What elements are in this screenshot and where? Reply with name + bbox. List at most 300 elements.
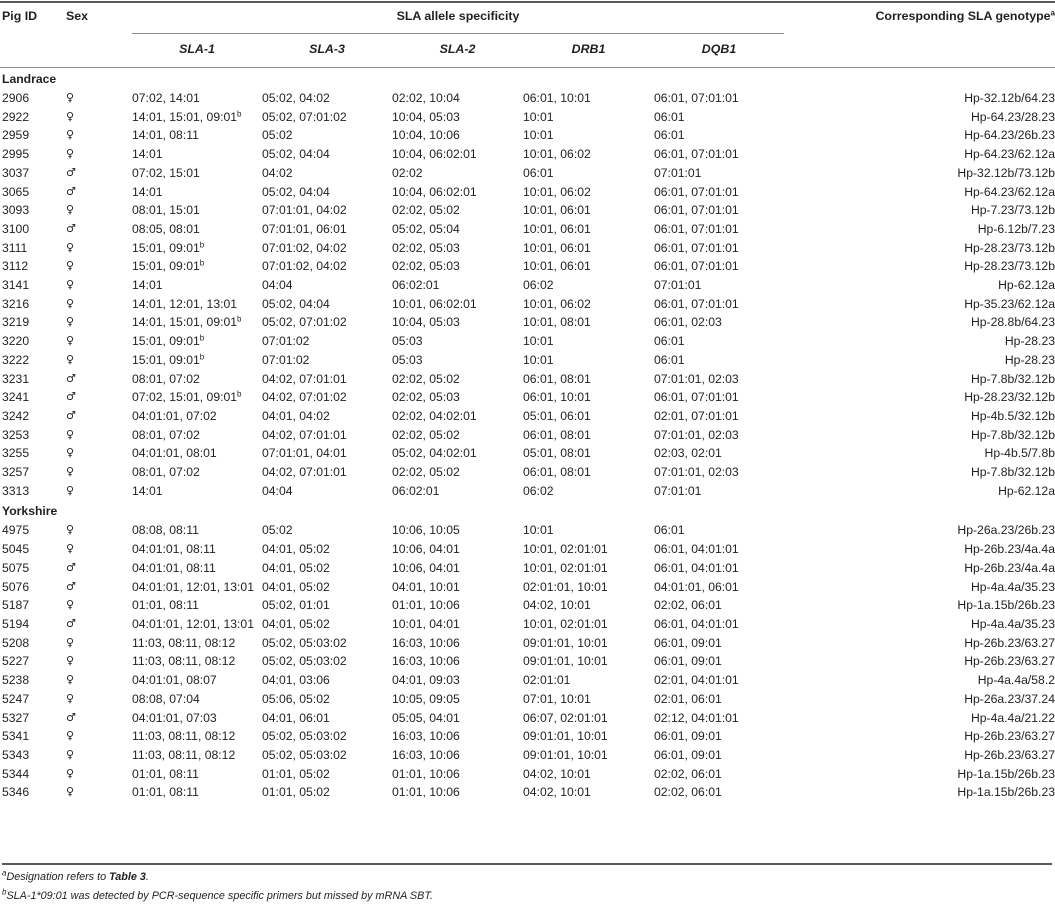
sla-2-cell: 10:01, 06:02:01 [392, 296, 477, 311]
table-row [0, 765, 1055, 784]
drb1-cell: 06:01, 08:01 [523, 371, 591, 386]
pig-id-cell: 5194 [2, 616, 30, 631]
table-row [0, 220, 1055, 239]
sla-3-cell: 05:02, 01:01 [262, 598, 330, 613]
pig-id-cell: 5187 [2, 598, 30, 613]
sla-1-cell: 01:01, 08:11 [132, 766, 199, 781]
sla-2-cell: 16:03, 10:06 [392, 729, 460, 744]
table-row [0, 388, 1055, 407]
sla-1-cell: 14:01 [132, 483, 163, 498]
pig-id-cell: 3037 [2, 165, 30, 180]
sex-cell: ♀ [66, 542, 75, 556]
sex-cell: ♂ [66, 184, 76, 198]
genotype-cell: Hp-7.8b/32.12b [970, 465, 1055, 480]
dqb1-cell: 06:01, 09:01 [654, 635, 722, 650]
genotype-cell: Hp-4a.4a/35.23 [970, 579, 1055, 594]
pig-id-cell: 3065 [2, 184, 30, 199]
table-body [0, 68, 1055, 803]
pig-id-cell: 3219 [2, 315, 30, 330]
drb1-cell: 10:01, 02:01:01 [523, 560, 608, 575]
sla-2-cell: 02:02, 05:03 [392, 240, 460, 255]
sla-3-cell: 07:01:01, 04:02 [262, 203, 347, 218]
table-row [0, 690, 1055, 709]
dqb1-cell: 02:12, 04:01:01 [654, 710, 739, 725]
genotype-cell: Hp-28.23/32.12b [964, 390, 1055, 405]
dqb1-cell: 06:01 [654, 109, 685, 124]
sla-3-cell: 04:01, 06:01 [262, 710, 330, 725]
sla-2-cell: 10:04, 10:06 [392, 128, 460, 143]
sla-2-cell: 02:02, 05:02 [392, 203, 460, 218]
sla-2-cell: 02:02, 05:03 [392, 390, 460, 405]
pig-id-cell: 5076 [2, 579, 30, 594]
genotype-cell: Hp-62.12a [998, 278, 1055, 293]
sla-3-cell: 07:01:01, 06:01 [262, 221, 347, 236]
drb1-cell: 10:01 [523, 352, 554, 367]
table-row [0, 276, 1055, 295]
pig-id-cell: 3255 [2, 446, 30, 461]
sla-2-cell: 02:02, 05:02 [392, 371, 460, 386]
sex-cell: ♀ [66, 465, 75, 479]
sex-cell: ♀ [66, 427, 75, 441]
dqb1-cell: 02:02, 06:01 [654, 766, 722, 781]
sla-1-cell: 08:01, 07:02 [132, 465, 200, 480]
table-row [0, 201, 1055, 220]
sla-3-cell: 04:04 [262, 278, 293, 293]
sla-3-cell: 04:01, 03:06 [262, 673, 330, 688]
header-sla-3: SLA-3 [262, 34, 392, 68]
sex-cell: ♂ [66, 408, 76, 422]
sla-3-cell: 05:02 [262, 128, 293, 143]
table-row [0, 578, 1055, 597]
drb1-cell: 10:01 [523, 334, 554, 349]
drb1-cell: 10:01, 02:01:01 [523, 616, 608, 631]
genotype-cell: Hp-26b.23/4a.4a [964, 560, 1055, 575]
drb1-cell: 02:01:01 [523, 673, 571, 688]
genotype-cell: Hp-64.23/62.12a [964, 147, 1055, 162]
sla-1-cell: 15:01, 09:01$^b$ [132, 240, 205, 255]
genotype-cell: Hp-32.12b/64.23 [964, 91, 1055, 105]
pig-id-cell: 2906 [2, 91, 30, 105]
table-row [0, 746, 1055, 765]
genotype-cell: Hp-7.23/73.12b [970, 203, 1055, 218]
sla-3-cell: 05:02 [262, 523, 293, 538]
sla-2-cell: 04:01, 09:03 [392, 673, 460, 688]
sla-3-cell: 04:01, 05:02 [262, 542, 330, 557]
sla-3-cell: 01:01, 05:02 [262, 766, 330, 781]
genotype-cell: Hp-32.12b/73.12b [957, 165, 1055, 180]
sla-1-cell: 08:05, 08:01 [132, 221, 200, 236]
table-row [0, 145, 1055, 164]
genotype-cell: Hp-4b.5/7.8b [984, 446, 1055, 461]
sla-3-cell: 07:01:02, 04:02 [262, 240, 347, 255]
sla-3-cell: 05:02, 05:03:02 [262, 729, 347, 744]
sex-cell: ♂ [66, 710, 76, 724]
genotype-cell: Hp-35.23/62.12a [964, 296, 1055, 311]
drb1-cell: 06:02 [523, 278, 554, 293]
sex-cell: ♀ [66, 278, 75, 292]
drb1-cell: 06:02 [523, 483, 554, 498]
pig-id-cell: 5344 [2, 766, 30, 781]
pig-id-cell: 5075 [2, 560, 30, 575]
drb1-cell: 06:01 [523, 165, 554, 180]
table-row [0, 521, 1055, 540]
sla-1-cell: 07:02, 15:01, 09:01$^b$ [132, 389, 242, 405]
table-row [0, 426, 1055, 445]
sla-2-cell: 02:02, 10:04 [392, 91, 460, 105]
table-row [0, 463, 1055, 482]
sla-2-cell: 01:01, 10:06 [392, 766, 460, 781]
genotype-cell: Hp-4a.4a/21.22 [970, 710, 1055, 725]
table-row [0, 444, 1055, 463]
sex-cell: ♀ [66, 635, 75, 649]
genotype-cell: Hp-1a.15b/26b.23 [957, 598, 1055, 613]
sex-cell: ♀ [66, 523, 75, 537]
drb1-cell: 06:01, 08:01 [523, 427, 591, 442]
sla-1-cell: 04:01:01, 08:07 [132, 673, 217, 688]
dqb1-cell: 06:01, 02:03 [654, 315, 722, 330]
pig-id-cell: 3222 [2, 352, 30, 367]
drb1-cell: 06:07, 02:01:01 [523, 710, 608, 725]
sla-3-cell: 04:02 [262, 165, 293, 180]
drb1-cell: 10:01 [523, 128, 554, 143]
sla-3-cell: 05:02, 04:04 [262, 296, 330, 311]
dqb1-cell: 06:01, 07:01:01 [654, 184, 739, 199]
header-drb1: DRB1 [523, 34, 654, 68]
drb1-cell: 05:01, 06:01 [523, 408, 591, 423]
drb1-cell: 06:01, 10:01 [523, 390, 591, 405]
footnote-b-marker: b [237, 315, 242, 325]
genotype-cell: Hp-28.23 [1004, 334, 1055, 349]
pig-id-cell: 2922 [2, 109, 30, 124]
pig-id-cell: 2959 [2, 128, 30, 143]
drb1-cell: 10:01, 06:01 [523, 240, 591, 255]
sla-2-cell: 02:02, 05:03 [392, 259, 460, 274]
sla-1-cell: 01:01, 08:11 [132, 785, 199, 800]
table-row [0, 164, 1055, 183]
sla-1-cell: 15:01, 09:01$^b$ [132, 258, 205, 274]
dqb1-cell: 06:01, 07:01:01 [654, 203, 739, 218]
sla-3-cell: 05:02, 04:04 [262, 184, 330, 199]
top-rule [0, 1, 1055, 3]
footnote-b-marker: b [237, 109, 242, 119]
sla-2-cell: 10:06, 04:01 [392, 542, 460, 557]
sla-3-cell: 05:02, 05:03:02 [262, 654, 347, 669]
table-row [0, 89, 1055, 108]
dqb1-cell: 06:01, 07:01:01 [654, 147, 739, 162]
drb1-cell: 10:01 [523, 523, 554, 538]
sla-2-cell: 04:01, 10:01 [392, 579, 460, 594]
sex-cell: ♀ [66, 259, 75, 273]
genotype-cell: Hp-6.12b/7.23 [977, 221, 1055, 236]
table-row [0, 634, 1055, 653]
sla-2-cell: 02:02, 05:02 [392, 427, 460, 442]
genotype-cell: Hp-7.8b/32.12b [970, 427, 1055, 442]
dqb1-cell: 06:01 [654, 128, 685, 143]
pig-id-cell: 3220 [2, 334, 30, 349]
sla-1-cell: 08:08, 07:04 [132, 691, 200, 706]
table-row [0, 370, 1055, 389]
sla-3-cell: 05:02, 04:02 [262, 91, 330, 105]
genotype-cell: Hp-26b.23/4a.4a [964, 542, 1055, 557]
dqb1-cell: 06:01, 04:01:01 [654, 542, 739, 557]
sla-1-cell: 15:01, 09:01$^b$ [132, 352, 205, 367]
genotype-cell: Hp-26b.23/63.27 [964, 747, 1055, 762]
pig-id-cell: 5227 [2, 654, 30, 669]
genotype-cell: Hp-64.23/62.12a [964, 184, 1055, 199]
pig-id-cell: 4975 [2, 523, 30, 538]
sex-cell: ♂ [66, 371, 76, 385]
sla-3-cell: 04:01, 04:02 [262, 408, 330, 423]
genotype-cell: Hp-28.23 [1004, 352, 1055, 367]
sex-cell: ♀ [66, 673, 75, 687]
table-row [0, 596, 1055, 615]
sla-3-cell: 07:01:02, 04:02 [262, 259, 347, 274]
sex-cell: ♂ [66, 390, 76, 404]
genotype-cell: Hp-26a.23/26b.23 [957, 523, 1055, 538]
table-row [0, 482, 1055, 501]
table-row [0, 183, 1055, 202]
group-label: Yorkshire [2, 504, 58, 519]
sla-3-cell: 04:02, 07:01:01 [262, 465, 347, 480]
dqb1-cell: 07:01:01 [654, 278, 702, 293]
table-row [0, 559, 1055, 578]
sla-1-cell: 14:01, 08:11 [132, 128, 199, 143]
dqb1-cell: 06:01 [654, 334, 685, 349]
sex-cell: ♀ [66, 766, 75, 780]
sla-2-cell: 06:02:01 [392, 278, 440, 293]
sex-cell: ♀ [66, 747, 75, 761]
dqb1-cell: 06:01, 07:01:01 [654, 390, 739, 405]
drb1-cell: 04:02, 10:01 [523, 766, 591, 781]
genotype-cell: Hp-28.8b/64.23 [970, 315, 1055, 330]
genotype-cell: Hp-26b.23/63.27 [964, 635, 1055, 650]
pig-id-cell: 3141 [2, 278, 30, 293]
footnote-b-marker: b [199, 258, 205, 268]
pig-id-cell: 3111 [2, 240, 28, 255]
sla-3-cell: 05:02, 07:01:02 [262, 109, 347, 124]
sex-cell: ♂ [66, 579, 76, 593]
pig-id-cell: 3313 [2, 483, 30, 498]
footnote-b-marker: b [199, 333, 205, 343]
sla-1-cell: 11:03, 08:11, 08:12 [132, 747, 236, 762]
drb1-cell: 04:02, 10:01 [523, 598, 591, 613]
sla-1-cell: 04:01:01, 08:11 [132, 560, 216, 575]
drb1-cell: 10:01 [523, 109, 554, 124]
table-row [0, 257, 1055, 276]
sla-2-cell: 05:05, 04:01 [392, 710, 460, 725]
table-row [0, 671, 1055, 690]
drb1-cell: 09:01:01, 10:01 [523, 729, 608, 744]
sex-cell: ♀ [66, 691, 75, 705]
sex-cell: ♂ [66, 221, 76, 235]
genotype-cell: Hp-28.23/73.12b [964, 259, 1055, 274]
header-sex: Sex [66, 9, 89, 23]
drb1-cell: 05:01, 08:01 [523, 446, 591, 461]
genotype-cell: Hp-7.8b/32.12b [970, 371, 1055, 386]
dqb1-cell: 07:01:01, 02:03 [654, 427, 739, 442]
sex-cell: ♀ [66, 352, 75, 366]
drb1-cell: 10:01, 06:02 [523, 296, 591, 311]
dqb1-cell: 02:02, 06:01 [654, 598, 722, 613]
header-sla-allele-specificity: SLA allele specificity [396, 9, 520, 23]
pig-id-cell: 3257 [2, 465, 30, 480]
genotype-cell: Hp-26a.23/37.24 [964, 691, 1055, 706]
drb1-cell: 09:01:01, 10:01 [523, 747, 608, 762]
sla-2-cell: 16:03, 10:06 [392, 747, 460, 762]
dqb1-cell: 06:01, 07:01:01 [654, 221, 739, 236]
sex-cell: ♀ [66, 729, 75, 743]
sla-2-cell: 10:04, 05:03 [392, 109, 460, 124]
sex-cell: ♀ [66, 483, 75, 497]
sla-1-cell: 14:01 [132, 278, 163, 293]
drb1-cell: 06:01, 08:01 [523, 465, 591, 480]
sla-1-cell: 14:01 [132, 184, 163, 199]
drb1-cell: 10:01, 06:02 [523, 184, 591, 199]
table-row [0, 351, 1055, 370]
table-row [0, 407, 1055, 426]
pig-id-cell: 3216 [2, 296, 30, 311]
table-row [0, 313, 1055, 332]
genotype-cell: Hp-1a.15b/26b.23 [957, 766, 1055, 781]
genotype-cell: Hp-4a.4a/58.2 [977, 673, 1055, 688]
dqb1-cell: 06:01, 07:01:01 [654, 240, 739, 255]
group-label: Landrace [2, 72, 57, 86]
sla-3-cell: 07:01:01, 04:01 [262, 446, 347, 461]
header-pig-id: Pig ID [2, 9, 38, 23]
pig-id-cell: 3241 [2, 390, 30, 405]
sla-2-cell: 10:04, 06:02:01 [392, 184, 477, 199]
sla-3-cell: 04:01, 05:02 [262, 560, 330, 575]
sex-cell: ♀ [66, 785, 75, 799]
sla-1-cell: 14:01, 15:01, 09:01$^b$ [132, 315, 242, 330]
genotype-cell: Hp-26b.23/63.27 [964, 654, 1055, 669]
sla-3-cell: 04:02, 07:01:01 [262, 427, 347, 442]
sla-2-cell: 10:06, 10:05 [392, 523, 460, 538]
sex-cell: ♂ [66, 165, 76, 179]
sla-3-cell: 04:01, 05:02 [262, 579, 330, 594]
genotype-cell: Hp-64.23/26b.23 [964, 128, 1055, 143]
dqb1-cell: 04:01:01, 06:01 [654, 579, 739, 594]
pig-id-cell: 5341 [2, 729, 30, 744]
pig-id-cell: 5045 [2, 542, 30, 557]
drb1-cell: 10:01, 02:01:01 [523, 542, 608, 557]
sla-3-cell: 01:01, 05:02 [262, 785, 330, 800]
sla-2-cell: 10:06, 04:01 [392, 560, 460, 575]
sla-1-cell: 11:03, 08:11, 08:12 [132, 635, 236, 650]
sla-2-cell: 02:02, 04:02:01 [392, 408, 477, 423]
dqb1-cell: 02:03, 02:01 [654, 446, 722, 461]
footnote-a: $^a$Designation refers to Table 3. [2, 868, 149, 883]
sla-2-cell: 02:02, 05:02 [392, 465, 460, 480]
sla-genotype-table [0, 5, 1055, 802]
table-row [0, 126, 1055, 145]
dqb1-cell: 06:01, 09:01 [654, 747, 722, 762]
sex-cell: ♀ [66, 91, 75, 104]
sex-cell: ♀ [66, 598, 75, 612]
pig-id-cell: 5327 [2, 710, 30, 725]
dqb1-cell: 06:01, 07:01:01 [654, 296, 739, 311]
table-row [0, 332, 1055, 351]
sla-1-cell: 07:02, 14:01 [132, 91, 200, 105]
sla-2-cell: 02:02 [392, 165, 423, 180]
genotype-cell: Hp-28.23/73.12b [964, 240, 1055, 255]
sla-1-cell: 04:01:01, 07:03 [132, 710, 217, 725]
table-row [0, 239, 1055, 258]
pig-id-cell: 3112 [2, 259, 29, 274]
dqb1-cell: 02:01, 04:01:01 [654, 673, 739, 688]
genotype-cell: Hp-4a.4a/35.23 [970, 616, 1055, 631]
dqb1-cell: 07:01:01, 02:03 [654, 371, 739, 386]
drb1-cell: 10:01, 06:01 [523, 259, 591, 274]
genotype-cell: Hp-26b.23/63.27 [964, 729, 1055, 744]
pig-id-cell: 3253 [2, 427, 30, 442]
drb1-cell: 10:01, 06:01 [523, 203, 591, 218]
sla-1-cell: 14:01 [132, 147, 163, 162]
genotype-cell: Hp-62.12a [998, 483, 1055, 498]
sla-3-cell: 05:02, 05:03:02 [262, 747, 347, 762]
drb1-cell: 07:01, 10:01 [523, 691, 591, 706]
sla-1-cell: 04:01:01, 07:02 [132, 408, 217, 423]
sla-1-cell: 08:08, 08:11 [132, 523, 199, 538]
sla-1-cell: 01:01, 08:11 [132, 598, 199, 613]
pig-id-cell: 5238 [2, 673, 30, 688]
sla-3-cell: 07:01:02 [262, 352, 310, 367]
dqb1-cell: 06:01, 04:01:01 [654, 560, 739, 575]
table-row [0, 108, 1055, 127]
sla-3-cell: 07:01:02 [262, 334, 310, 349]
table-row [0, 783, 1055, 802]
sex-cell: ♀ [66, 240, 75, 254]
dqb1-cell: 06:01, 09:01 [654, 729, 722, 744]
table-footnotes [2, 863, 1052, 905]
pig-id-cell: 3242 [2, 408, 30, 423]
pig-id-cell: 5247 [2, 691, 30, 706]
sla-3-cell: 05:02, 07:01:02 [262, 315, 347, 330]
dqb1-cell: 07:01:01 [654, 165, 702, 180]
sex-cell: ♀ [66, 334, 75, 348]
drb1-cell: 04:02, 10:01 [523, 785, 591, 800]
sla-2-cell: 10:04, 05:03 [392, 315, 460, 330]
sla-1-cell: 14:01, 12:01, 13:01 [132, 296, 238, 311]
header-sla-1: SLA-1 [132, 34, 262, 68]
pig-id-cell: 3100 [2, 221, 30, 236]
pig-id-cell: 3093 [2, 203, 30, 218]
sla-2-cell: 05:02, 04:02:01 [392, 446, 477, 461]
sla-3-cell: 04:02, 07:01:01 [262, 371, 347, 386]
drb1-cell: 10:01, 06:01 [523, 221, 591, 236]
dqb1-cell: 07:01:01 [654, 483, 702, 498]
table-row [0, 295, 1055, 314]
sla-3-cell: 04:02, 07:01:02 [262, 390, 347, 405]
drb1-cell: 10:01, 08:01 [523, 315, 591, 330]
dqb1-cell: 06:01, 09:01 [654, 654, 722, 669]
genotype-cell: Hp-1a.15b/26b.23 [957, 785, 1055, 800]
sla-2-cell: 10:01, 04:01 [392, 616, 460, 631]
pig-id-cell: 5208 [2, 635, 30, 650]
drb1-cell: 09:01:01, 10:01 [523, 635, 608, 650]
dqb1-cell: 06:01 [654, 523, 685, 538]
sex-cell: ♂ [66, 616, 76, 630]
sla-3-cell: 05:02, 04:04 [262, 147, 330, 162]
dqb1-cell: 07:01:01, 02:03 [654, 465, 739, 480]
sex-cell: ♀ [66, 203, 75, 217]
sla-1-cell: 08:01, 07:02 [132, 371, 200, 386]
sla-1-cell: 04:01:01, 12:01, 13:01 [132, 579, 254, 594]
sla-2-cell: 05:03 [392, 352, 423, 367]
sla-1-cell: 14:01, 15:01, 09:01$^b$ [132, 109, 242, 124]
sla-1-cell: 04:01:01, 12:01, 13:01 [132, 616, 254, 631]
sla-2-cell: 06:02:01 [392, 483, 440, 498]
